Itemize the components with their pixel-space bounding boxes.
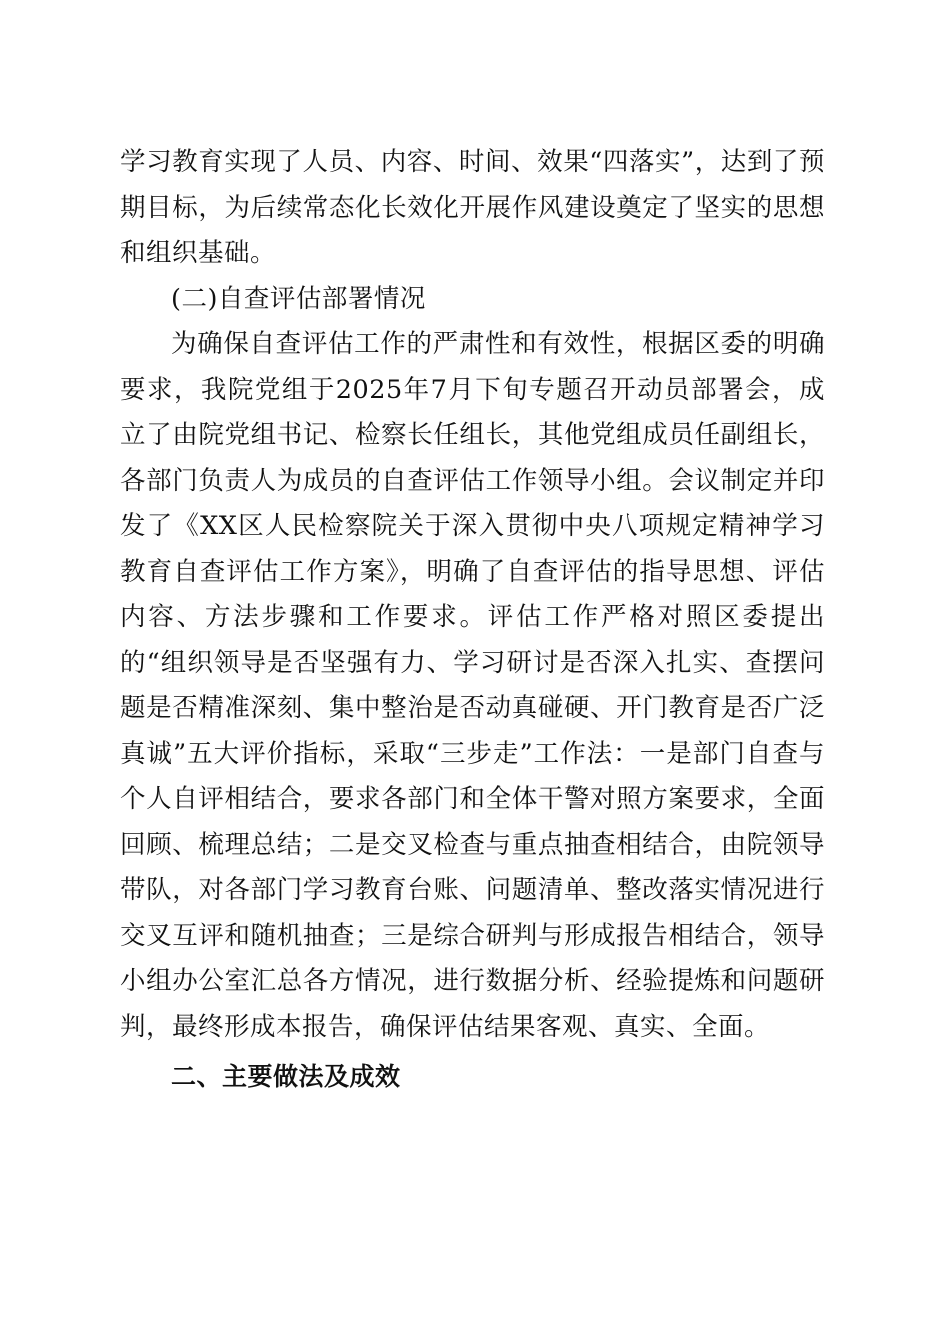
document-page (120, 140, 825, 1100)
section-heading-main-practices: 二、主要做法及成效 (171, 1062, 401, 1091)
subheading-self-assessment-deployment: (二)自查评估部署情况 (171, 283, 426, 314)
paragraph-deployment: 为确保自查评估工作的严肃性和有效性，根据区委的明确要求，我院党组于2025年7月下旬专题召开动员部署会，成立了由院党组书记、检察长任组长，其他党组成员任副组长，各部门负责人为成员的自查评估工作领导小组。会议制定并印发了《XX区人民检察院关于深入贯彻中央八项规定精神学习教育自查评估工作方案》，明确了自查评估的指导思想、评估内容、方法步骤和工作要求。评估工作严格对照区委提出的“组织领导是否坚强有力、学习研讨是否深入扎实、查摆问题是否精准深刻、集中整治是否动真碰硬、开门教育是否广泛真诚”五大评价指标，采取“三步走”工作法：一是部门自查与个人自评相结合，要求各部门和全体干警对照方案要求，全面回顾、梳理总结；二是交叉检查与重点抽查相结合，由院领导带队，对各部门学习教育台账、问题清单、整改落实情况进行交叉互评和随机抽查；三是综合研判与形成报告相结合，领导小组办公室汇总各方情况，进行数据分析、经验提炼和问题研判，最终形成本报告，确保评估结果客观、真实、全面。 (120, 329, 825, 1042)
paragraph-continued: 学习教育实现了人员、内容、时间、效果“四落实”，达到了预期目标，为后续常态化长效化开展作风建设奠定了坚实的思想和组织基础。 (120, 147, 825, 268)
